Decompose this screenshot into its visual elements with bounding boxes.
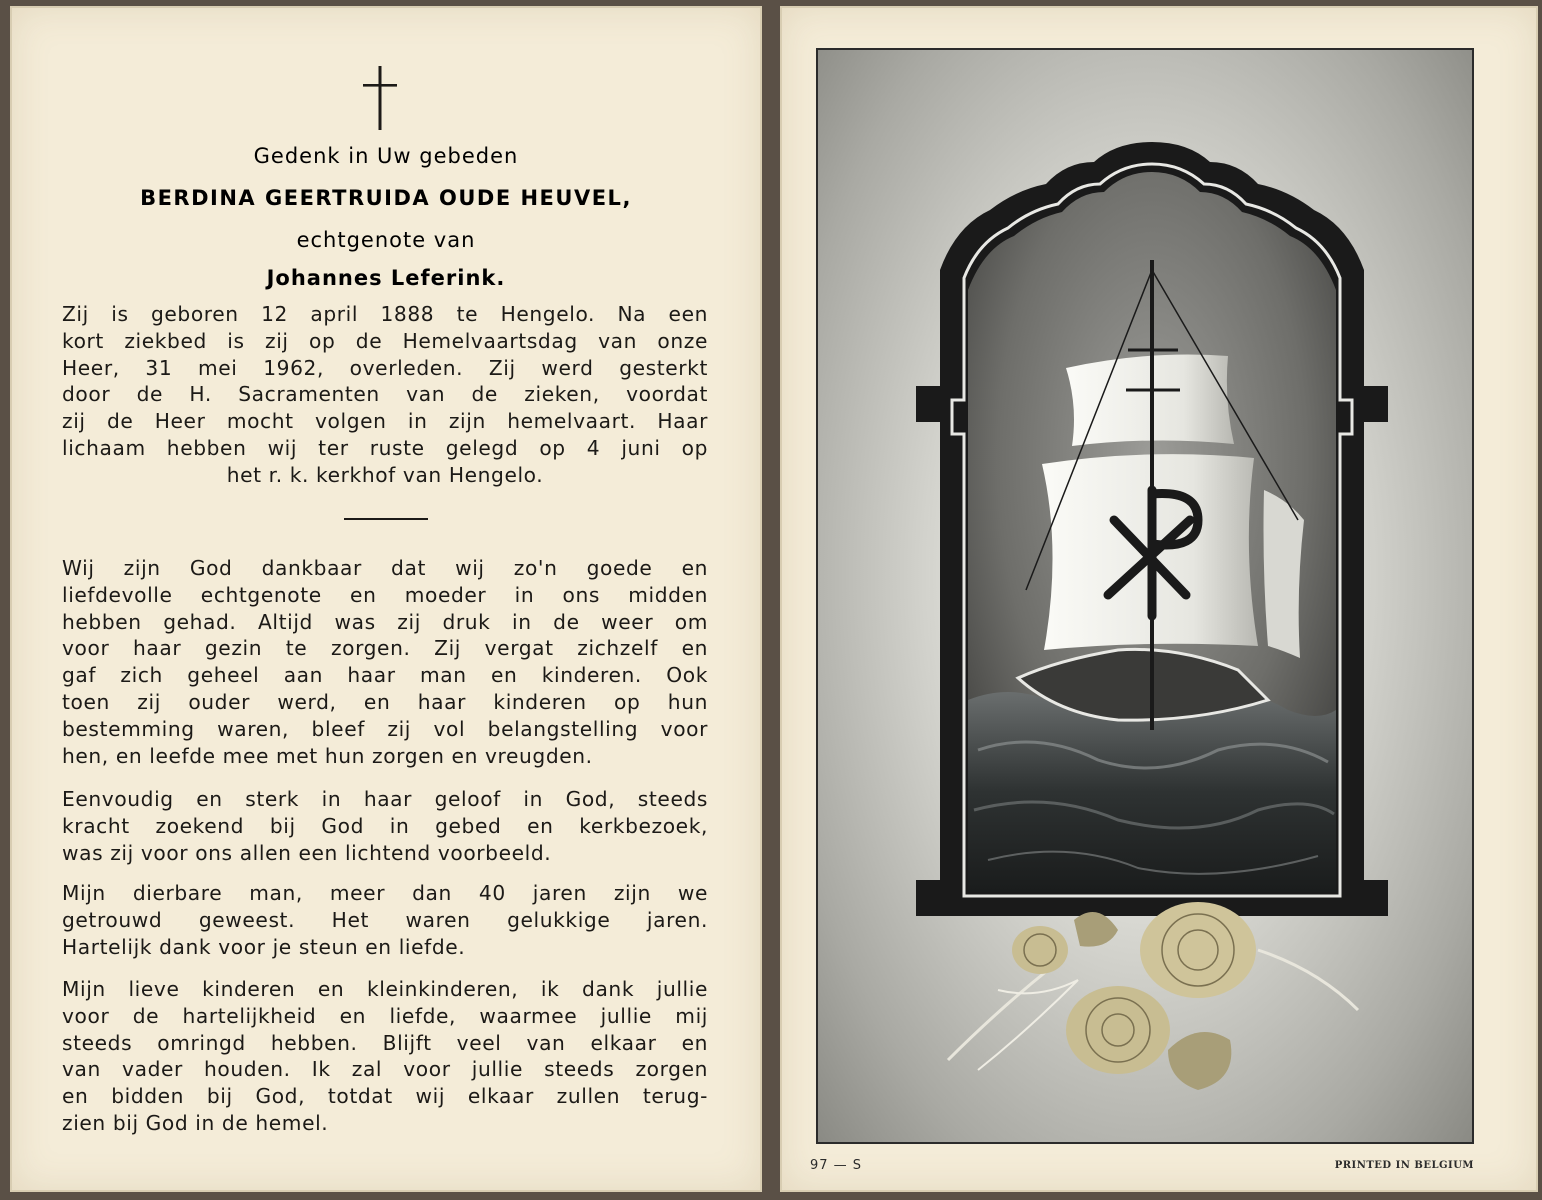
text-line: getrouwd geweest. Het waren gelukkige jaren. [62, 907, 708, 932]
text-line: kracht zoekend bij God in gebed en kerkbezoek, [62, 813, 708, 838]
text-line: door de H. Sacramenten van de zieken, voordat [62, 382, 708, 407]
text-line: Mijn dierbare man, meer dan 40 jaren zijn we [62, 881, 708, 905]
paragraph-husband [62, 880, 708, 960]
chrysanthemum-flowers [948, 902, 1358, 1090]
card-code: 97 — S [810, 1158, 863, 1173]
illustration-frame [816, 48, 1474, 1144]
text-line: voor de hartelijkheid en liefde, waarmee jullie mij [62, 1003, 708, 1028]
text-line: gaf zich geheel aan haar man en kinderen. Ook [62, 663, 708, 688]
text-line: toen zij ouder werd, en haar kinderen op hun [62, 689, 708, 714]
paragraph-children [62, 976, 708, 1137]
text-line: en bidden bij God, totdat wij elkaar zullen terug- [62, 1084, 708, 1109]
text-line: van vader houden. Ik zal voor jullie steeds zorgen [62, 1057, 708, 1082]
deceased-name: BERDINA GEERTRUIDA OUDE HEUVEL, [140, 186, 632, 210]
text-line: voor haar gezin te zorgen. Zij vergat zichzelf en [62, 636, 708, 661]
greeting-line: Gedenk in Uw gebeden [253, 144, 519, 168]
text-line: het r. k. kerkhof van Hengelo. [226, 462, 544, 487]
text-line: was zij voor ons allen een lichtend voorbeeld. [62, 840, 552, 865]
spouse-name: Johannes Leferink. [266, 266, 506, 290]
text-line: Zij is geboren 12 april 1888 te Hengelo. Na een [62, 302, 708, 326]
text-line: Heer, 31 mei 1962, overleden. Zij werd gesterkt [62, 355, 708, 380]
printed-in-label: PRINTED IN BELGIUM [1334, 1160, 1474, 1171]
text-line: lichaam hebben wij ter ruste gelegd op 4 juni op [62, 435, 708, 460]
text-line: bestemming waren, bleef zij vol belangstelling voor [62, 716, 708, 741]
text-line: Mijn lieve kinderen en kleinkinderen, ik dank jullie [62, 977, 708, 1001]
text-line: steeds omringd hebben. Blijft veel van elkaar en [62, 1030, 708, 1055]
paragraph-biography [62, 301, 708, 489]
text-line: zien bij God in de hemel. [62, 1110, 329, 1135]
text-line: Eenvoudig en sterk in haar geloof in God, steeds [62, 787, 708, 811]
paragraph-faith [62, 786, 708, 866]
text-line: Wij zijn God dankbaar dat wij zo'n goede en [62, 556, 708, 580]
text-line: kort ziekbed is zij op de Hemelvaartsdag van onze [62, 328, 708, 353]
left-card [10, 6, 762, 1192]
paragraph-gratitude [62, 555, 708, 769]
sailing-ship-illustration [818, 50, 1472, 1142]
cross-icon [363, 66, 397, 130]
spouse-intro: echtgenote van [296, 228, 476, 252]
text-line: hen, en leefde mee met hun zorgen en vreugden. [62, 743, 593, 768]
right-card [780, 6, 1538, 1192]
text-line: zij de Heer mocht volgen in zijn hemelvaart. Haar [62, 409, 708, 434]
text-line: liefdevolle echtgenote en moeder in ons midden [62, 582, 708, 607]
divider [344, 518, 428, 520]
text-line: Hartelijk dank voor je steun en liefde. [62, 934, 466, 959]
text-line: hebben gehad. Altijd was zij druk in de weer om [62, 609, 708, 634]
